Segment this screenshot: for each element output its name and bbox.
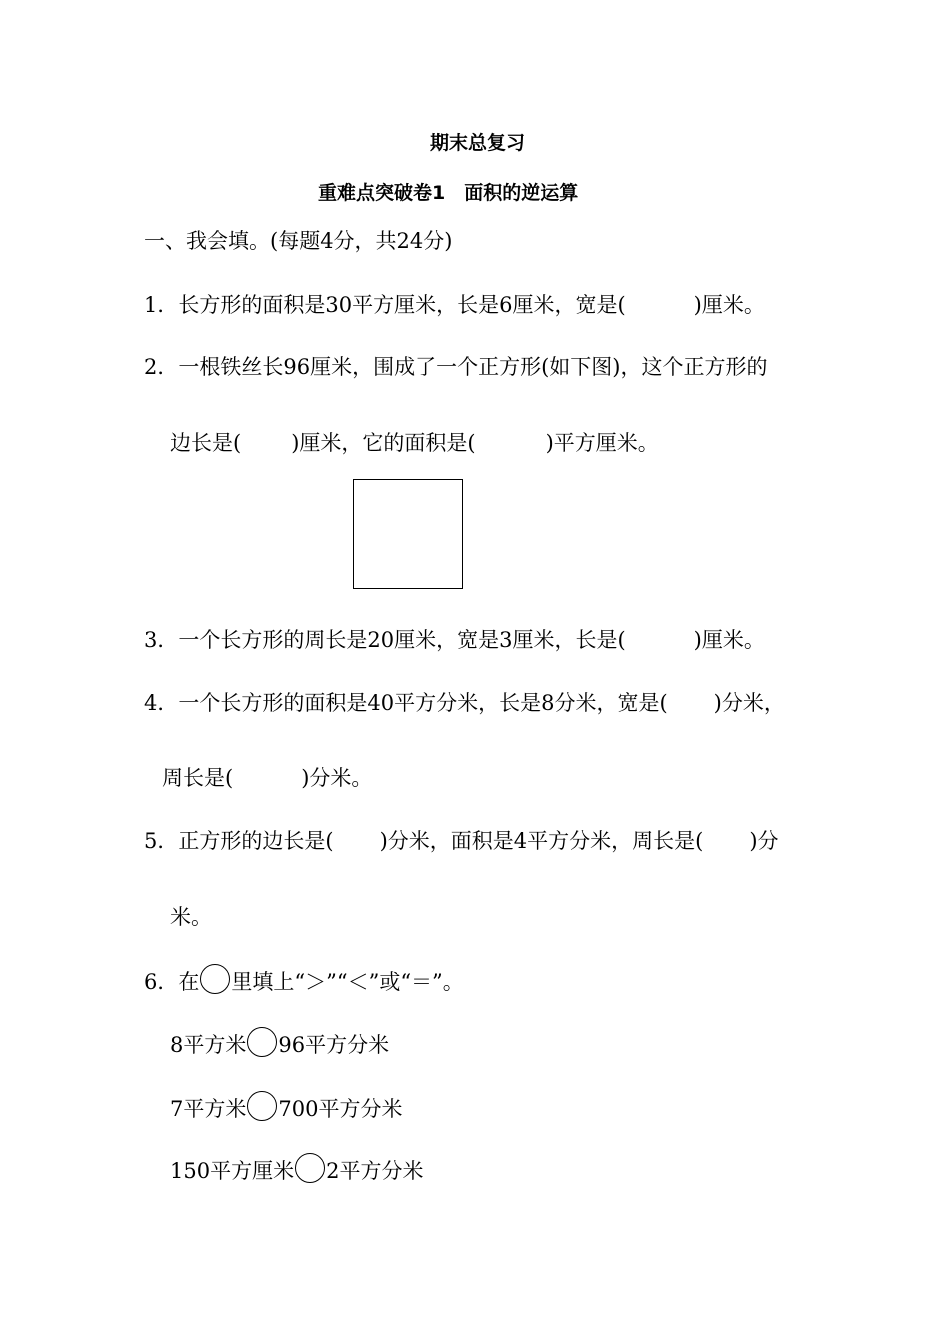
q1-text-b: )厘米。 [693, 293, 765, 317]
compare-left: 150平方厘米 [170, 1159, 295, 1183]
q1-text-a: 1．长方形的面积是30平方厘米，长是6厘米，宽是( [144, 293, 626, 317]
compare-right: 96平方分米 [278, 1033, 390, 1057]
section-heading: 一、我会填。(每题4分，共24分) [144, 229, 453, 253]
q2-text-b: )厘米，它的面积是( [291, 431, 476, 455]
q3-text-a: 3．一个长方形的周长是20厘米，宽是3厘米，长是( [144, 628, 626, 652]
q2-text-c: )平方厘米。 [545, 431, 659, 455]
answer-circle[interactable] [247, 1091, 277, 1121]
question-2-line-2 [170, 430, 659, 456]
answer-circle[interactable] [295, 1153, 325, 1183]
answer-circle[interactable] [247, 1027, 277, 1057]
question-1 [144, 292, 765, 318]
question-6 [144, 964, 464, 995]
compare-item-3 [170, 1153, 423, 1184]
circle-icon [200, 964, 230, 994]
compare-right: 700平方分米 [278, 1097, 403, 1121]
square-figure [353, 479, 463, 589]
q4-text-b: )分米， [713, 691, 785, 715]
question-5-line-2: 米。 [170, 905, 212, 929]
q4-text-d: )分米。 [301, 766, 373, 790]
question-2-line-1: 2．一根铁丝长96厘米，围成了一个正方形(如下图)，这个正方形的 [144, 355, 768, 379]
question-4-line-2 [162, 765, 372, 791]
q5-text-a: 5．正方形的边长是( [144, 829, 334, 853]
page-title: 期末总复习 [430, 132, 526, 154]
q5-text-b: )分米，面积是4平方分米，周长是( [379, 829, 704, 853]
compare-item-1 [170, 1027, 389, 1058]
compare-item-2 [170, 1091, 402, 1122]
question-4-line-1 [144, 690, 785, 716]
compare-right: 2平方分米 [326, 1159, 424, 1183]
q3-text-b: )厘米。 [693, 628, 765, 652]
question-3 [144, 627, 765, 653]
question-5-line-1 [144, 828, 779, 854]
compare-left: 8平方米 [170, 1033, 247, 1057]
q6-text-b: 里填上“＞”“＜”或“＝”。 [231, 970, 464, 994]
compare-left: 7平方米 [170, 1097, 247, 1121]
q4-text-c: 周长是( [162, 766, 234, 790]
q4-text-a: 4．一个长方形的面积是40平方分米，长是8分米，宽是( [144, 691, 668, 715]
q6-text-a: 6．在 [144, 970, 200, 994]
q5-text-c: )分 [749, 829, 779, 853]
page-subtitle: 重难点突破卷1 面积的逆运算 [318, 182, 579, 204]
q2-text-a: 边长是( [170, 431, 242, 455]
